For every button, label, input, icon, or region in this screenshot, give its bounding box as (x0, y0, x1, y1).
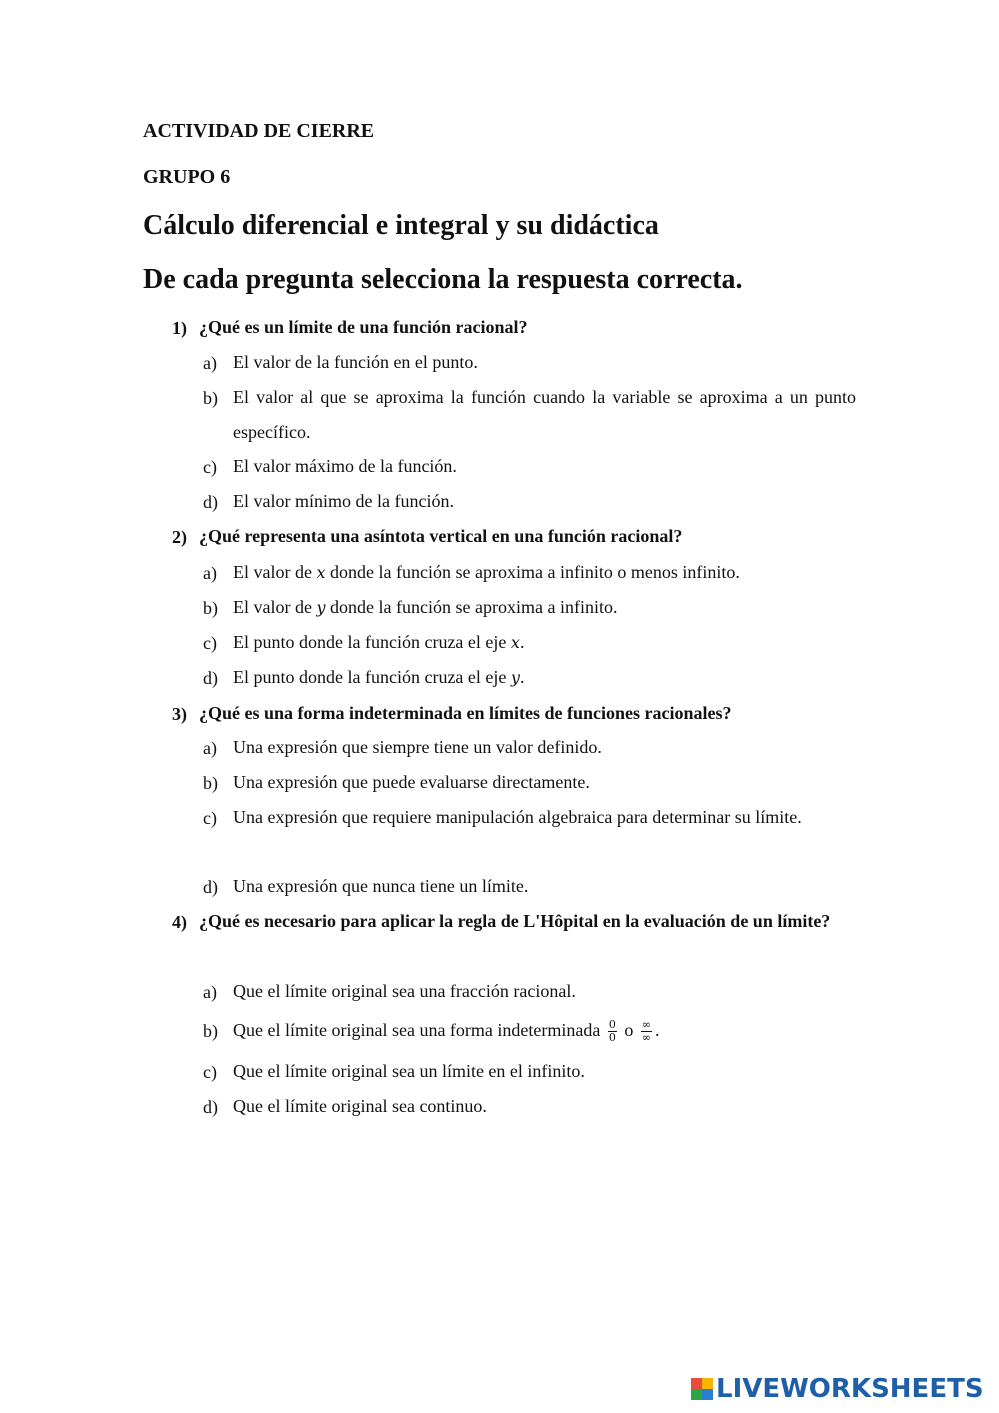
option-letter: c) (203, 1062, 217, 1082)
fraction-infinity-over-infinity: $\frac{\infty}{\infty}$ (641, 1018, 652, 1045)
option-text: El valor de x donde la función se aproxima a infinito o menos infinito. (233, 562, 740, 582)
fraction-zero-over-zero: $\frac{0}{0}$ (608, 1018, 616, 1045)
option-text: Que el límite original sea una forma indeterminada $\frac{0}{0}$ o $\frac{\infty}{\infty}$ . (233, 1018, 660, 1045)
option-text: El valor al que se aproxima la función cuando la variable se aproxima a un punto específico. (233, 387, 856, 442)
option-letter: a) (203, 353, 217, 373)
math-variable: y (510, 668, 520, 687)
logo-text: LIVEWORKSHEETS (716, 1374, 984, 1404)
liveworksheets-logo (691, 1376, 984, 1402)
question-text: ¿Qué es necesario para aplicar la regla de L'Hôpital en la evaluación de un límite? (199, 911, 831, 931)
question-number: 3) (172, 704, 187, 724)
option-text: El valor máximo de la función. (233, 456, 457, 476)
option-letter: a) (203, 738, 217, 758)
option-text: El punto donde la función cruza el eje x. (233, 632, 525, 652)
question-text: ¿Qué representa una asíntota vertical en una función racional? (199, 526, 683, 546)
option-letter: d) (203, 1097, 218, 1117)
option-letter: b) (203, 598, 218, 618)
math-variable: x (316, 563, 326, 582)
option-text: Que el límite original sea continuo. (233, 1096, 487, 1116)
option-text: El valor mínimo de la función. (233, 491, 454, 511)
option-letter: c) (203, 457, 217, 477)
question-text: ¿Qué es un límite de una función racional? (199, 317, 528, 337)
option-letter: a) (203, 563, 217, 583)
option-text: El punto donde la función cruza el eje y. (233, 667, 525, 687)
option-letter: c) (203, 633, 217, 653)
question-number: 2) (172, 527, 187, 547)
option-letter: b) (203, 773, 218, 793)
option-text: Una expresión que nunca tiene un límite. (233, 876, 529, 896)
option-text: Una expresión que siempre tiene un valor definido. (233, 737, 602, 757)
option-letter: b) (203, 388, 218, 408)
instruction-text: De cada pregunta selecciona la respuesta correcta. (143, 264, 743, 295)
option-letter: a) (203, 982, 217, 1002)
option-letter: d) (203, 492, 218, 512)
option-letter: d) (203, 877, 218, 897)
option-text: El valor de la función en el punto. (233, 352, 478, 372)
option-letter: d) (203, 668, 218, 688)
course-title: Cálculo diferencial e integral y su didáctica (143, 210, 659, 241)
activity-title: ACTIVIDAD DE CIERRE (143, 120, 375, 142)
option-text: El valor de y donde la función se aproxima a infinito. (233, 597, 618, 617)
group-label: GRUPO 6 (143, 166, 231, 188)
math-variable: x (510, 633, 520, 652)
liveworksheets-logo-icon (691, 1378, 713, 1400)
question-number: 4) (172, 912, 187, 932)
option-text: Una expresión que requiere manipulación algebraica para determinar su límite. (233, 807, 802, 827)
option-text: Que el límite original sea un límite en el infinito. (233, 1061, 585, 1081)
math-variable: y (316, 598, 326, 617)
option-text: Una expresión que puede evaluarse directamente. (233, 772, 590, 792)
question-text: ¿Qué es una forma indeterminada en límites de funciones racionales? (199, 703, 732, 723)
option-letter: b) (203, 1021, 218, 1041)
question-number: 1) (172, 318, 187, 338)
option-letter: c) (203, 808, 217, 828)
option-text: Que el límite original sea una fracción racional. (233, 981, 576, 1001)
